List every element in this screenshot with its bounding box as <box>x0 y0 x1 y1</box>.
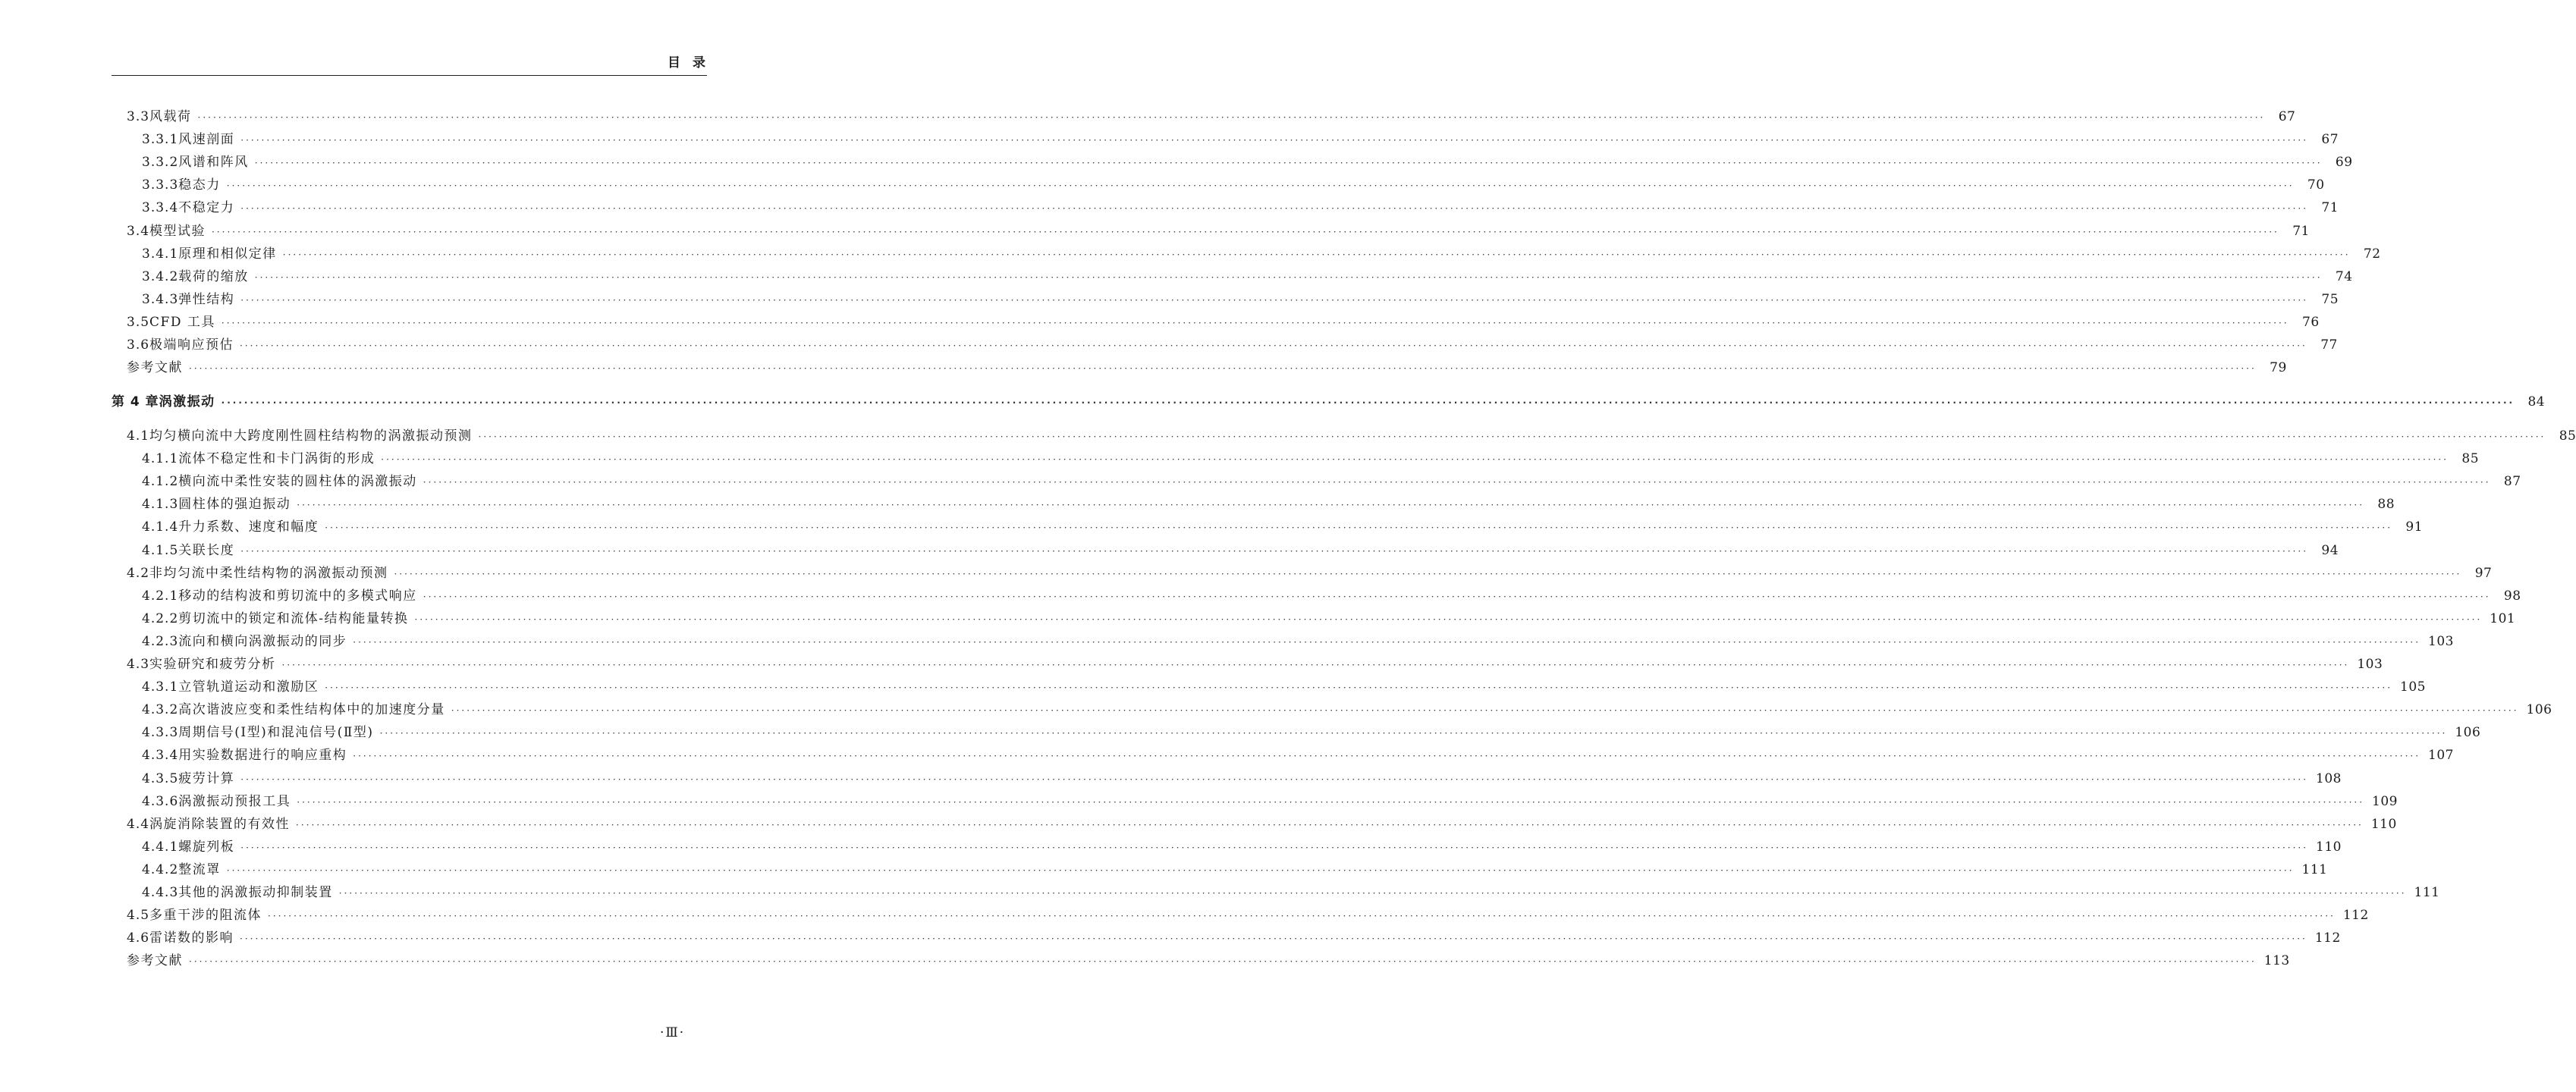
toc-leader-dots: ················································································································································································································································································································································································································ <box>281 660 2350 670</box>
toc-entry[interactable] <box>127 359 2287 376</box>
toc-entry-page: 98 <box>2503 588 2521 604</box>
toc-entry-title: 移动的结构波和剪切流中的多模式响应 <box>178 588 417 604</box>
toc-entry-page: 88 <box>2377 497 2395 513</box>
toc-entry[interactable] <box>142 633 2454 650</box>
toc-leader-dots: ················································································································································································································································································································································································································ <box>240 135 2309 146</box>
toc-entry-title: 参考文献 <box>127 360 183 376</box>
toc-leader-dots: ················································································································································································································································································································································································································ <box>240 340 2307 351</box>
toc-entry-title: 涡旋消除装置的有效性 <box>149 816 291 832</box>
toc-entry-title: 立管轨道运动和激励区 <box>178 679 319 695</box>
toc-entry-number: 4.3.1 <box>142 679 179 695</box>
toc-entry-title: 载荷的缩放 <box>178 268 249 284</box>
toc-entry[interactable] <box>127 952 2290 969</box>
toc-entry-title: 高次谐波应变和柔性结构体中的加速度分量 <box>178 702 445 718</box>
toc-entry-page: 112 <box>2342 908 2369 924</box>
toc-entry-title: 弹性结构 <box>178 291 235 307</box>
toc-entry-title: 横向流中柔性安装的圆柱体的涡激振动 <box>178 474 417 490</box>
toc-entry-number: 4.2 <box>127 565 150 581</box>
toc-leader-dots: ················································································································································································································································································································································································································ <box>394 568 2462 579</box>
toc-entry-title: 其他的涡激振动抑制装置 <box>178 885 333 900</box>
toc-entry[interactable] <box>142 131 2339 148</box>
toc-entry[interactable] <box>142 496 2395 513</box>
toc-entry-number: 4.1 <box>127 428 150 444</box>
toc-entry-page: 108 <box>2316 770 2342 786</box>
toc-entry-title: 涡激振动 <box>159 394 215 410</box>
toc-leader-dots: ················································································································································································································································································································································································································ <box>254 271 2323 283</box>
toc-entry[interactable] <box>142 747 2454 764</box>
toc-entry[interactable] <box>142 450 2480 467</box>
toc-entry-number: 4.4.3 <box>142 885 179 900</box>
toc-entry-title: 关联长度 <box>178 542 235 558</box>
toc-leader-dots: ················································································································································································································································································································································································································ <box>240 774 2309 785</box>
toc-leader-dots: ················································································································································································································································································································································································································ <box>240 842 2309 853</box>
toc-entry[interactable] <box>142 861 2328 878</box>
toc-entry-page: 106 <box>2526 702 2552 718</box>
toc-entry[interactable] <box>142 701 2552 718</box>
toc-entry-number: 3.3.1 <box>142 132 179 148</box>
toc-entry-title: 风速剖面 <box>178 132 235 148</box>
toc-entry[interactable] <box>127 314 2320 331</box>
toc-entry-title: 风谱和阵风 <box>178 155 249 171</box>
toc-leader-dots: ················································································································································································································································································································································································································ <box>451 705 2519 717</box>
toc-leader-dots: ················································································································································································································································································································································································································ <box>297 796 2365 808</box>
toc-entry[interactable] <box>127 428 2576 444</box>
toc-entry-title: 螺旋列板 <box>178 839 235 855</box>
toc-entry[interactable] <box>127 223 2310 240</box>
toc-entry[interactable] <box>127 108 2296 125</box>
toc-entry-title: 极端响应预估 <box>149 337 234 353</box>
toc-entry-number: 4.1.3 <box>142 497 179 513</box>
toc-entry-page: 103 <box>2428 633 2454 649</box>
toc-entry[interactable] <box>142 291 2339 308</box>
toc-entry-page: 87 <box>2503 474 2521 490</box>
toc-entry-page: 72 <box>2363 246 2381 262</box>
toc-leader-dots: ················································································································································································································································································································································································································ <box>353 751 2421 762</box>
toc-entry-number: 4.1.5 <box>142 542 179 558</box>
toc-entry-page: 110 <box>2316 839 2342 855</box>
toc-entry[interactable] <box>142 177 2325 193</box>
toc-entry-page: 76 <box>2302 314 2320 330</box>
toc-entry-number: 4.2.3 <box>142 633 179 649</box>
toc-entry-page: 103 <box>2357 657 2383 672</box>
toc-entry[interactable] <box>142 268 2353 285</box>
toc-entry-title: 参考文献 <box>127 953 183 969</box>
toc-entry-number: 3.3.3 <box>142 177 179 193</box>
toc-entry[interactable] <box>127 565 2493 582</box>
toc-entry-page: 94 <box>2321 542 2339 558</box>
toc-leader-dots: ················································································································································································································································································································································································································ <box>325 682 2393 694</box>
toc-entry-page: 71 <box>2321 200 2339 216</box>
toc-leader-dots: ················································································································································································································································································································································································································ <box>189 363 2257 375</box>
toc-entry-page: 112 <box>2314 930 2341 946</box>
toc-entry-title: 雷诺数的影响 <box>149 930 234 946</box>
toc-entry[interactable] <box>127 337 2338 353</box>
toc-entry-title: 稳态力 <box>178 177 221 193</box>
toc-entry[interactable] <box>142 199 2339 216</box>
toc-leader-dots: ················································································································································································································································································································································································································ <box>296 819 2364 830</box>
toc-leader-dots: ················································································································································································································································································································································································································ <box>338 888 2407 899</box>
toc-entry-number: 3.3.4 <box>142 200 179 216</box>
toc-entry-number: 4.2.1 <box>142 588 179 604</box>
toc-leader-dots: ················································································································································································································································································································································································································ <box>226 180 2295 192</box>
toc-entry-title: 圆柱体的强迫振动 <box>178 497 291 513</box>
toc-leader-dots: ················································································································································································································································································································································································································ <box>240 545 2309 557</box>
toc-entry-number: 3.4.3 <box>142 291 179 307</box>
toc-entry-page: 105 <box>2400 679 2426 695</box>
toc-entry[interactable] <box>142 724 2481 741</box>
toc-entry-page: 110 <box>2370 816 2397 832</box>
toc-entry-title: 升力系数、速度和幅度 <box>178 519 319 535</box>
toc-leader-dots: ················································································································································································································································································································································································································ <box>197 112 2266 123</box>
toc-entry-page: 85 <box>2559 428 2576 444</box>
toc-entry-number: 3.6 <box>127 337 150 353</box>
toc-entry-number: 4.4.2 <box>142 861 179 877</box>
toc-entry-number: 4.1.2 <box>142 474 179 490</box>
toc-entry-title: CFD 工具 <box>149 314 215 330</box>
toc-entry-number: 3.4 <box>127 223 150 239</box>
toc-entry-number: 3.5 <box>127 314 150 330</box>
toc-leader-dots: ················································································································································································································································································································································································································ <box>423 477 2491 488</box>
toc-leader-dots: ················································································································································································································································································································································································································ <box>254 158 2323 169</box>
toc-entry[interactable] <box>142 473 2521 490</box>
toc-entry-title: 不稳定力 <box>178 200 235 216</box>
toc-entry[interactable] <box>127 656 2383 673</box>
toc-entry-title: 多重干涉的阻流体 <box>149 908 262 924</box>
toc-entry-number: 4.3.2 <box>142 702 179 718</box>
toc-leader-dots: ················································································································································································································································································································································································································ <box>212 226 2279 237</box>
toc-leader-dots: ················································································································································································································································································································································································································ <box>221 317 2289 328</box>
toc-entry-number: 3.4.2 <box>142 268 179 284</box>
toc-entry-number: 4.4 <box>127 816 150 832</box>
toc-entry-page: 75 <box>2321 291 2339 307</box>
toc-entry-page: 71 <box>2292 223 2310 239</box>
toc-leader-dots: ················································································································································································································································································································································································································ <box>423 591 2491 602</box>
toc-entry-page: 111 <box>2301 861 2328 877</box>
toc-leader-dots: ················································································································································································································································································································································································································ <box>379 728 2448 739</box>
toc-entry[interactable] <box>142 542 2339 559</box>
toc-entry[interactable] <box>127 816 2397 833</box>
toc-entry[interactable] <box>142 588 2521 604</box>
toc-entry-number: 4.3.6 <box>142 793 179 809</box>
toc-entry-number: 第 4 章 <box>112 394 159 410</box>
toc-entry-page: 101 <box>2490 610 2516 626</box>
toc-entry[interactable] <box>142 839 2342 855</box>
toc-leader-dots: ················································································································································································································································································································································································································ <box>353 636 2421 648</box>
toc-leader-dots: ················································································································································································································································································································································································································ <box>240 294 2309 306</box>
toc-leader-dots: ················································································································································································································································································································································································································ <box>268 911 2336 922</box>
toc-entry-page: 67 <box>2278 109 2296 124</box>
toc-entry-number: 4.3.4 <box>142 748 179 764</box>
toc-leader-dots: ················································································································································································································································································································································································································ <box>381 454 2449 466</box>
toc-entry-page: 77 <box>2320 337 2338 353</box>
toc-leader-dots: ················································································································································································································································································································································································································ <box>240 203 2309 215</box>
toc-entry-page: 111 <box>2414 885 2440 900</box>
toc-entry[interactable] <box>142 679 2426 695</box>
toc-entry-number: 4.4.1 <box>142 839 179 855</box>
toc-entry-number: 4.6 <box>127 930 150 946</box>
toc-entry-title: 非均匀流中柔性结构物的涡激振动预测 <box>149 565 388 581</box>
toc-entry-page: 113 <box>2263 953 2290 969</box>
toc-entry-page: 67 <box>2321 132 2339 148</box>
toc-entry-title: 均匀横向流中大跨度刚性圆柱结构物的涡激振动预测 <box>149 428 473 444</box>
toc-entry-number: 4.1.1 <box>142 451 179 467</box>
toc-entry-page: 84 <box>2527 394 2546 410</box>
toc-leader-dots: ················································································································································································································································································································································································································ <box>297 500 2365 511</box>
toc-entry-number: 3.4.1 <box>142 246 179 262</box>
toc-entry-page: 70 <box>2307 177 2325 193</box>
toc-entry-page: 107 <box>2428 748 2454 764</box>
toc-entry-title: 涡激振动预报工具 <box>178 793 291 809</box>
toc-leader-dots: ················································································································································································································································································································································································································ <box>478 431 2546 442</box>
toc-entry-number: 3.3.2 <box>142 155 179 171</box>
toc-entry-page: 74 <box>2335 268 2353 284</box>
toc-entry[interactable] <box>142 884 2440 901</box>
toc-entry[interactable] <box>142 519 2424 535</box>
running-header-title: 目录 <box>668 55 718 71</box>
toc-entry-title: 疲劳计算 <box>178 770 235 786</box>
toc-leader-dots: ················································································································································································································································································································································································································ <box>226 864 2295 876</box>
toc-entry-page: 85 <box>2461 451 2480 467</box>
toc-entry-title: 流体不稳定性和卡门涡街的形成 <box>178 451 375 467</box>
toc-entry-title: 剪切流中的锁定和流体-结构能量转换 <box>178 610 409 626</box>
toc-entry-number: 4.3.3 <box>142 725 179 741</box>
toc-entry[interactable] <box>127 907 2369 924</box>
toc-entry-page: 91 <box>2405 519 2424 535</box>
toc-chapter-row[interactable] <box>112 394 2546 410</box>
toc-leader-dots: ················································································································································································································································································································································································································ <box>240 934 2307 945</box>
toc-entry-page: 97 <box>2474 565 2493 581</box>
toc-entry-title: 模型试验 <box>149 223 206 239</box>
toc-leader-dots: ················································································································································································································································································································································································································ <box>325 522 2393 534</box>
toc-entry-title: 用实验数据进行的响应重构 <box>178 748 347 764</box>
toc-entry-page: 106 <box>2455 725 2481 741</box>
toc-leader-dots: ················································································································································································································································································································································································································ <box>221 397 2515 408</box>
toc-entry[interactable] <box>142 770 2342 787</box>
toc-leader-dots: ················································································································································································································································································································································································································ <box>414 613 2483 625</box>
toc-entry[interactable] <box>142 246 2381 262</box>
toc-entry[interactable] <box>127 930 2341 946</box>
toc-entry-page: 69 <box>2335 155 2353 171</box>
toc-entry-title: 整流罩 <box>178 861 221 877</box>
toc-entry-number: 4.3 <box>127 657 150 672</box>
toc-leader-dots: ················································································································································································································································································································································································································ <box>282 249 2351 260</box>
toc-entry-number: 4.1.4 <box>142 519 179 535</box>
toc-entry-title: 流向和横向涡激振动的同步 <box>178 633 347 649</box>
page-number-footer: ·Ⅲ· <box>660 1025 686 1040</box>
toc-entry-title: 原理和相似定律 <box>178 246 277 262</box>
toc-entry-number: 4.3.5 <box>142 770 179 786</box>
toc-entry-title: 风载荷 <box>149 109 192 124</box>
toc-entry-number: 4.2.2 <box>142 610 179 626</box>
toc-entry-title: 实验研究和疲劳分析 <box>149 657 276 672</box>
toc-entry[interactable] <box>142 154 2353 171</box>
toc-entry-title: 周期信号(Ⅰ型)和混沌信号(Ⅱ型) <box>178 725 374 741</box>
toc-entry-page: 109 <box>2372 793 2398 809</box>
toc-entry-number: 4.5 <box>127 908 150 924</box>
toc-entry-number: 3.3 <box>127 109 150 124</box>
toc-entry[interactable] <box>142 610 2516 627</box>
toc-leader-dots: ················································································································································································································································································································································································································ <box>189 956 2257 968</box>
toc-entry[interactable] <box>142 793 2398 810</box>
toc-entry-page: 79 <box>2270 360 2287 376</box>
